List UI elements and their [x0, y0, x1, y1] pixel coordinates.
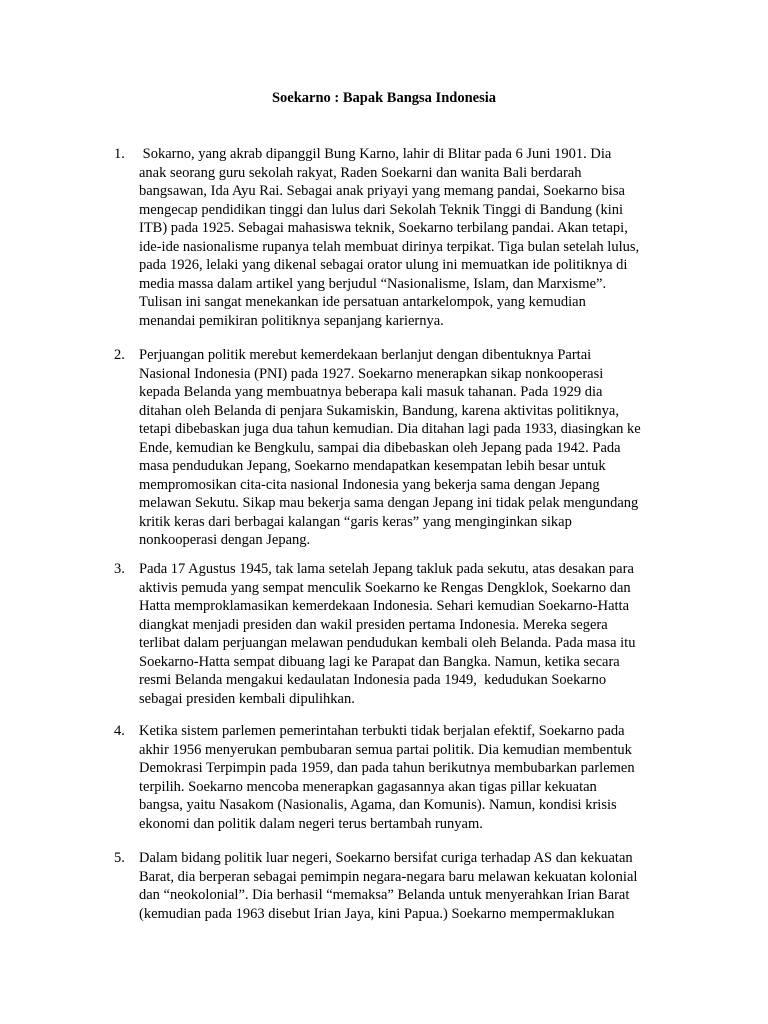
text-line: bangsa, yaitu Nasakom (Nasionalis, Agama, dan Komunis). Namun, kondisi krisis [139, 797, 617, 813]
text-line: Pada 17 Agustus 1945, tak lama setelah Jepang takluk pada sekutu, atas desakan para [139, 561, 634, 577]
text-line: anak seorang guru sekolah rakyat, Raden Soekarni dan wanita Bali berdarah [139, 164, 582, 181]
list-item-number: 1. [114, 146, 125, 162]
text-line: Soekarno-Hatta sempat dibuang lagi ke Parapat dan Bangka. Namun, ketika secara [139, 653, 620, 670]
text-line: ide-ide nasionalisme rupanya telah membuat dirinya terpikat. Tiga bulan setelah lulus, [139, 238, 640, 255]
text-line: kepada Belanda yang membuatnya beberapa kali masuk tahanan. Pada 1929 dia [139, 384, 603, 400]
text-line: sebagai presiden kembali dipulihkan. [139, 690, 355, 707]
text-line: Demokrasi Terpimpin pada 1959, dan pada tahun berikutnya membubarkan parlemen [139, 760, 635, 776]
list-item-number: 2. [114, 347, 125, 363]
text-line: (kemudian pada 1963 disebut Irian Jaya, kini Papua.) Soekarno mempermaklukan [139, 905, 615, 922]
text-line: masa pendudukan Jepang, Soekarno mendapatkan kesempatan lebih besar untuk [139, 458, 606, 474]
text-line: dan “neokolonial”. Dia berhasil “memaksa” Belanda untuk menyerahkan Irian Barat [139, 887, 630, 903]
text-line: Nasional Indonesia (PNI) pada 1927. Soekarno menerapkan sikap nonkooperasi [139, 365, 604, 382]
text-line: resmi Belanda mengakui kedaulatan Indonesia pada 1949, kedudukan Soekarno [139, 672, 607, 688]
list-item-number: 3. [114, 561, 125, 577]
text-line: ITB) pada 1925. Sebagai mahasiswa teknik, Soekarno terbilang pandai. Akan tetapi, [139, 220, 628, 236]
text-line: media massa dalam artikel yang berjudul “Nasionalisme, Islam, dan Marxisme”. [139, 275, 607, 292]
list-item-number: 5. [114, 850, 125, 866]
text-line: Sokarno, yang akrab dipanggil Bung Karno, lahir di Blitar pada 6 Juni 1901. Dia [139, 146, 612, 162]
text-line: melawan Sekutu. Sikap mau bekerja sama dengan Jepang ini tidak pelak mengundang [139, 495, 639, 511]
list-item-body [139, 560, 679, 708]
text-line: akhir 1956 menyerukan pembubaran semua partai politik. Dia kemudian membentuk [139, 741, 632, 758]
text-line: ditahan oleh Belanda di penjara Sukamiskin, Bandung, karena aktivitas politiknya, [139, 402, 619, 419]
text-line: tetapi dibebaskan juga dua tahun kemudian. Dia ditahan lagi pada 1933, diasingkan ke [139, 421, 641, 437]
text-line: menandai pemikiran politiknya sepanjang kariernya. [139, 312, 444, 329]
text-line: terpilih. Soekarno mencoba menerapkan gagasannya akan tigas pillar kekuatan [139, 778, 597, 795]
text-line: pada 1926, lelaki yang dikenal sebagai orator ulung ini memuatkan ide politiknya di [139, 257, 628, 273]
text-line: kritik keras dari berbagai kalangan “garis keras” yang menginginkan sikap [139, 513, 572, 530]
text-line: Hatta memproklamasikan kemerdekaan Indonesia. Sehari kemudian Soekarno-Hatta [139, 598, 630, 614]
text-line: bangsawan, Ida Ayu Rai. Sebagai anak priyayi yang memang pandai, Soekarno bisa [139, 183, 625, 199]
text-line: nonkooperasi dengan Jepang. [139, 532, 311, 548]
document-title: Soekarno : Bapak Bangsa Indonesia [271, 90, 496, 106]
text-line: Ketika sistem parlemen pemerintahan terbukti tidak berjalan efektif, Soekarno pada [139, 723, 625, 739]
text-line: Dalam bidang politik luar negeri, Soekarno bersifat curiga terhadap AS dan kekuatan [139, 850, 633, 866]
text-line: terlibat dalam perjuangan melawan pendudukan kembali oleh Belanda. Pada masa itu [139, 635, 636, 651]
text-line: aktivis pemuda yang sempat menculik Soekarno ke Rengas Dengklok, Soekarno dan [139, 579, 631, 596]
text-line: ekonomi dan politik dalam negeri terus bertambah runyam. [139, 815, 483, 832]
text-line: mempromosikan cita-cita nasional Indonesia yang bekerja sama dengan Jepang [139, 476, 600, 493]
text-line: Ende, kemudian ke Bengkulu, sampai dia dibebaskan oleh Jepang pada 1942. Pada [139, 439, 621, 456]
text-line: Tulisan ini sangat menekankan ide persatuan antarkelompok, yang kemudian [139, 294, 586, 310]
list-item-body [139, 145, 679, 330]
text-line: mengecap pendidikan tinggi dan lulus dari Sekolah Teknik Tinggi di Bandung (kini [139, 201, 624, 218]
text-line: diangkat menjadi presiden dan wakil presiden pertama Indonesia. Mereka segera [139, 616, 608, 633]
list-item-body [139, 849, 679, 923]
text-line: Barat, dia berperan sebagai pemimpin negara-negara baru melawan kekuatan kolonial [139, 868, 638, 885]
list-item-body [139, 346, 679, 550]
list-item-body [139, 722, 679, 833]
text-line: Perjuangan politik merebut kemerdekaan berlanjut dengan dibentuknya Partai [139, 347, 592, 363]
list-item-number: 4. [114, 723, 125, 739]
